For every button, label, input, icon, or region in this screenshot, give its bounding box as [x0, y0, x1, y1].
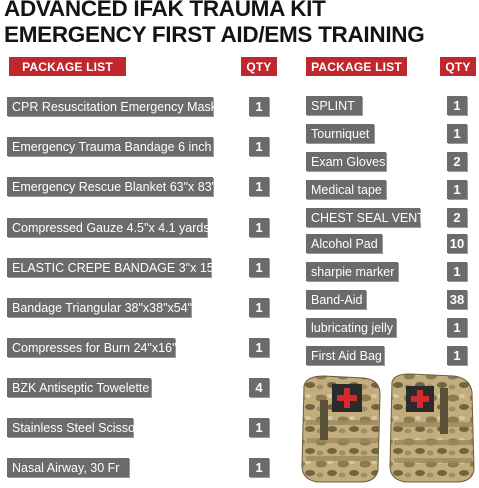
left-item: Emergency Trauma Bandage 6 inch: [7, 137, 213, 156]
ifak-bag-left: [302, 376, 380, 482]
right-item: Band-Aid: [306, 290, 366, 309]
left-qty-header: QTY: [241, 57, 277, 76]
left-item-qty: 1: [249, 298, 269, 317]
left-item: Stainless Steel Scissors: [7, 418, 133, 437]
title-line-2: EMERGENCY FIRST AID/EMS TRAINING: [4, 22, 425, 47]
right-item-qty: 1: [447, 124, 467, 143]
left-item: Nasal Airway, 30 Fr: [7, 458, 129, 477]
left-item-qty: 1: [249, 418, 269, 437]
ifak-bags-image: [294, 370, 478, 487]
left-item: Compresses for Burn 24"x16": [7, 338, 175, 357]
left-item-qty: 1: [249, 137, 269, 156]
right-item: sharpie marker: [306, 262, 398, 281]
left-item: Emergency Rescue Blanket 63"x 83": [7, 177, 213, 196]
right-item-qty: 2: [447, 152, 467, 171]
right-item-qty: 10: [447, 234, 467, 253]
left-item: ELASTIC CREPE BANDAGE 3"x 157": [7, 258, 211, 277]
right-item-qty: 1: [447, 180, 467, 199]
right-item-qty: 2: [447, 208, 467, 227]
left-item: BZK Antiseptic Towelette: [7, 378, 151, 397]
right-item-qty: 1: [447, 96, 467, 115]
right-item: CHEST SEAL VENTED: [306, 208, 420, 227]
left-item-qty: 1: [249, 218, 269, 237]
left-item-qty: 1: [249, 258, 269, 277]
left-item-qty: 4: [249, 378, 269, 397]
left-item-qty: 1: [249, 97, 269, 116]
left-item: Compressed Gauze 4.5"x 4.1 yards: [7, 218, 207, 237]
right-qty-header: QTY: [440, 57, 476, 76]
right-item: First Aid Bag: [306, 346, 384, 365]
left-item: Bandage Triangular 38"x38"x54": [7, 298, 191, 317]
right-item: Exam Gloves: [306, 152, 386, 171]
left-item-qty: 1: [249, 458, 269, 477]
right-item-qty: 38: [447, 290, 467, 309]
right-item-qty: 1: [447, 262, 467, 281]
title-line-1: ADVANCED IFAK TRAUMA KIT: [4, 0, 326, 21]
right-item-qty: 1: [447, 346, 467, 365]
right-item: Medical tape: [306, 180, 386, 199]
right-item-qty: 1: [447, 318, 467, 337]
left-item: CPR Resuscitation Emergency Mask: [7, 97, 213, 116]
left-item-qty: 1: [249, 177, 269, 196]
ifak-bag-right: [390, 374, 474, 482]
right-package-list-header: PACKAGE LIST: [306, 57, 407, 76]
left-item-qty: 1: [249, 338, 269, 357]
right-item: lubricating jelly: [306, 318, 396, 337]
left-package-list-header: PACKAGE LIST: [9, 57, 126, 76]
right-item: Tourniquet: [306, 124, 374, 143]
right-item: Alcohol Pad: [306, 234, 382, 253]
right-item: SPLINT: [306, 96, 362, 115]
